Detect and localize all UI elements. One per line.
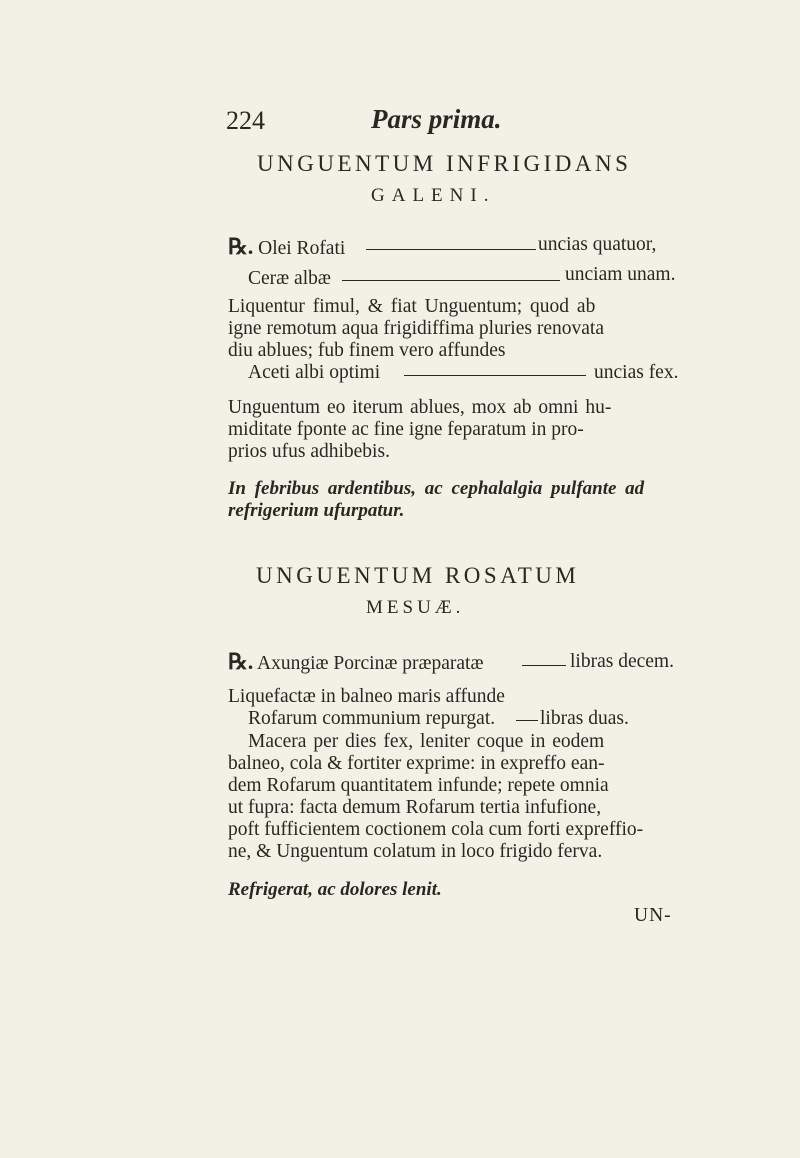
text-line: diu ablues; fub finem vero affundes [228,340,506,361]
ingredient-name: Axungiæ Porcinæ præparatæ [257,653,484,674]
section-subtitle-mesuae: MESUÆ. [366,597,465,618]
usage-note: Refrigerat, ac dolores lenit. [228,879,442,900]
text-line: ut fupra: facta demum Rofarum tertia infufione, [228,797,602,818]
usage-note: refrigerium ufurpatur. [228,500,405,521]
running-title: Pars prima. [371,104,502,134]
ingredient-line-olei [228,236,345,259]
leader-dash [516,720,538,721]
text-line: prios ufus adhibebis. [228,441,390,462]
text-line: poft fufficientem coctionem cola cum forti expreffio- [228,819,644,840]
text-line: igne remotum aqua frigidiffima pluries renovata [228,318,604,339]
section-subtitle-galeni: GALENI. [371,185,496,206]
leader-dash [342,280,560,281]
ingredient-line-axungiae [228,651,483,674]
section-title-infrigidans: UNGUENTUM INFRIGIDANS [257,151,632,176]
ingredient-name: Ceræ albæ [248,268,331,289]
section-title-rosatum: UNGUENTUM ROSATUM [256,563,580,588]
text-line: Aceti albi optimi [248,362,381,383]
text-line: miditate fponte ac fine igne feparatum in pro- [228,419,584,440]
leader-dash [366,249,536,250]
leader-dash [404,375,586,376]
text-line: Liquentur fimul, & fiat Unguentum; quod ab [228,296,596,317]
text-line: Rofarum communium repurgat. [248,708,496,729]
page-number: 224 [226,106,265,135]
text-line: Macera per dies fex, leniter coque in eodem [248,731,605,752]
leader-dash [522,665,566,666]
ingredient-qty: unciam unam. [565,264,676,285]
ingredient-qty: libras duas. [540,708,629,729]
recipe-symbol: ℞. [228,649,254,674]
text-line: ne, & Unguentum colatum in loco frigido ferva. [228,841,603,862]
text-line: dem Rofarum quantitatem infunde; repete omnia [228,775,609,796]
recipe-symbol: ℞. [228,234,254,259]
text-line: balneo, cola & fortiter exprime: in expreffo ean- [228,753,605,774]
usage-note: In febribus ardentibus, ac cephalalgia pulfante ad [228,478,645,499]
text-line: Liquefactæ in balneo maris affunde [228,686,505,707]
text-line: Unguentum eo iterum ablues, mox ab omni hu- [228,397,612,418]
ingredient-qty: uncias quatuor, [538,234,657,255]
catchword: UN- [634,905,672,926]
ingredient-name: Olei Rofati [258,238,346,259]
ingredient-qty: uncias fex. [594,362,679,383]
ingredient-qty: libras decem. [570,651,674,672]
